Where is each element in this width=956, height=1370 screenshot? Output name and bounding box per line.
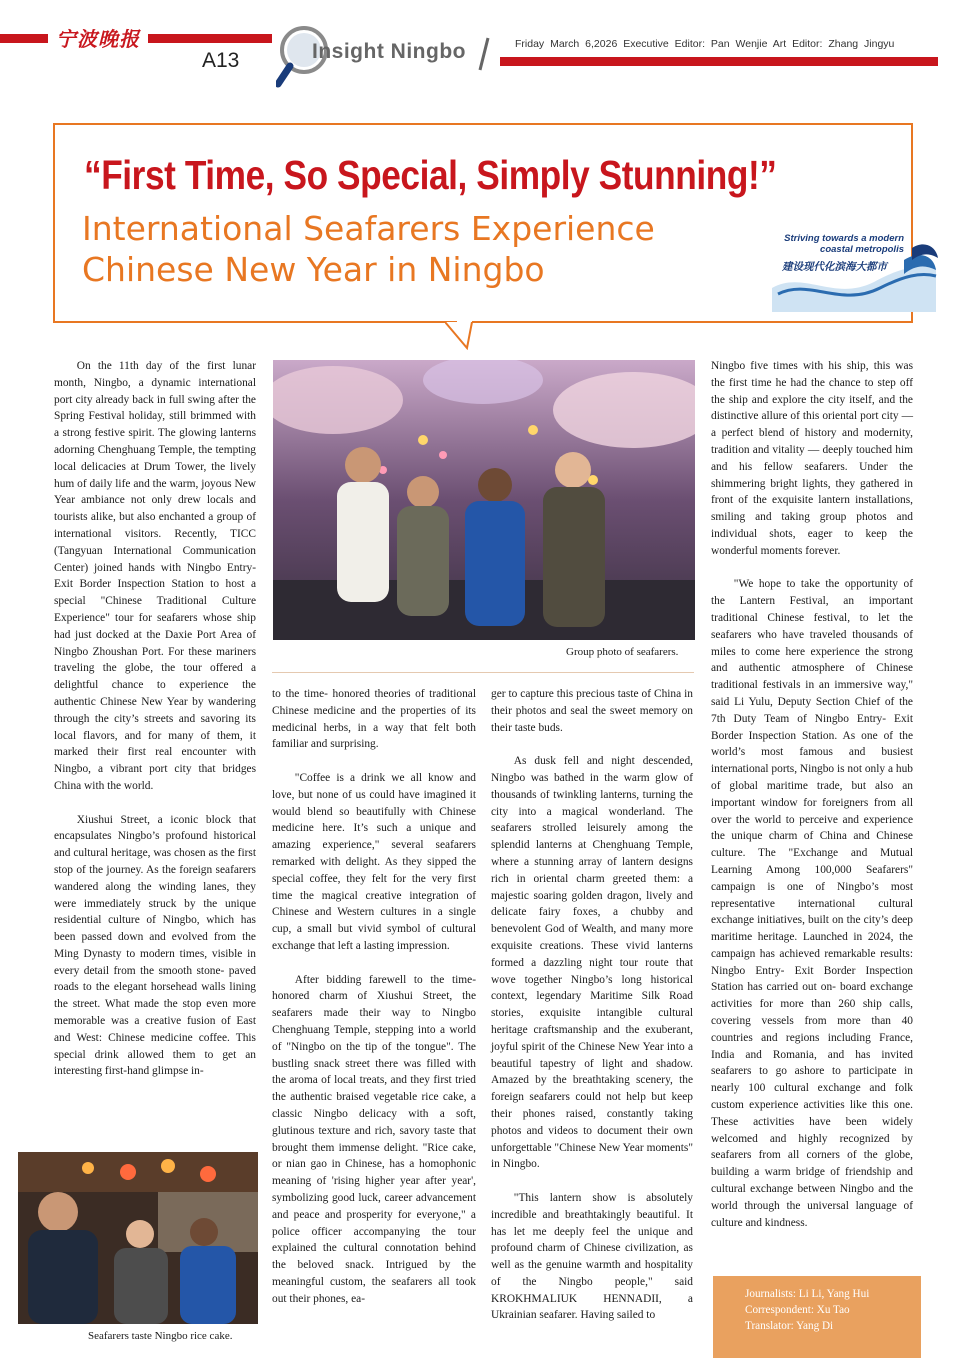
paragraph: to the time- honored theories of traditional Chinese medicine and the properties of its medicinal herbs, in a way that felt both familiar and surprising. — [272, 688, 476, 751]
rice-cake-photo — [18, 1152, 258, 1324]
frame-border — [53, 321, 457, 323]
page-number: A13 — [202, 49, 240, 72]
group-photo — [273, 360, 695, 640]
paragraph: "Coffee is a drink we all know and love, but none of us could have imagined it would blend so beautifully with Chinese medicine here. It’s such a unique and amazing experience," several seafarers remarked with delight. As they sipped the special coffee, they felt for the very first time the magical creative integration of Chinese and Western cultures in a single cup, a small but vivid symbol of cultural exchange that left a lasting impression. — [272, 771, 476, 952]
credits-box — [713, 1276, 921, 1358]
paragraph: After bidding farewell to the time- honored charm of Xiushui Street, the seafarers made their way to Ningbo Chenghuang Temple, stepping into a world of "Ningbo on the tip of the tongue". The bustling snack street there was filled with the aroma of local treats, and they first tried the authentic braised vegetable rice cake, a classic Ningbo delicacy with a soft, glutinous texture and rich, savory taste that brought them immense delight. "Rice cake, or nian gao in Chinese, has a homophonic meaning of 'rising higher year after year', symbolizing good luck, career advancement and peace and prosperity for everyone," a police officer accompanying the tour explained the cultural connotation behind the beloved snack. Intrigued by the meaningful custom, the seafarers all took out their phones, ea- — [272, 973, 476, 1305]
masthead-logo: 宁波晚报 — [48, 27, 148, 51]
paragraph: "This lantern show is absolutely incredible and breathtakingly beautiful. It has let me deeply feel the unique and profound charm of Chinese civilization, as well as the genuine warmth and hospitality of the Ningbo people," said KROKHMALIUK HENNADII, a Ukrainian seafarer. Having sailed to — [491, 1191, 693, 1322]
subheadline: International Seafarers Experience Chinese New Year in Ningbo — [82, 209, 655, 289]
paragraph: ger to capture this precious taste of China in their photos and seal the sweet memory on their taste buds. — [491, 688, 693, 734]
translator-credit: Translator: Yang Di — [745, 1320, 834, 1332]
correspondent-credit: Correspondent: Xu Tao — [745, 1304, 850, 1316]
article-column-2 — [272, 686, 476, 1307]
section-title: Insight Ningbo — [312, 40, 466, 63]
article-column-1 — [54, 358, 256, 1080]
headline: “First Time, So Special, Simply Stunning!” — [84, 152, 777, 198]
paragraph: "We hope to take the opportunity of the Lantern Festival, an important traditional Chinese festival, to let the seafarers who have traveled thousands of miles to come here experience the strong and authentic atmosphere of Chinese traditional festivals in an immersive way," said Li Yulu, Deputy Section Chief of the 7th Duty Team of Ningbo Entry- Exit Border Inspection Station. As one of the world’s most famous and busiest international ports, Ningbo is not only a hub of global maritime trade, but also an important window for foreigners from all over the world to perceive and experience the unique charm of China and Chinese culture. The "Exchange and Mutual Learning Among 100,000 Seafarers" campaign is one of Ningbo’s most representative international cultural exchange initiatives, built on the city’s deep maritime heritage. Launched in 2024, the campaign has achieved remarkable results: Ningbo Entry- Exit Border Inspection Station has carried out on- board exchange activities for more than 260 ship calls, covering vessels from more than 40 countries and regions including France, India and Romania, and has invited seafarers to go ashore to participate in nearly 100 cultural exchange and folk custom experience activities like this one. These activities have been widely welcomed and highly recognized by seafarers from all corners of the globe, building a warm bridge of friendship and cultural exchange between Ningbo and the world through the universal language of culture and kindness. — [711, 578, 913, 1229]
paragraph: Xiushui Street, a iconic block that encapsulates Ningbo’s profound historical and cultural heritage, was chosen as the first stop of the journey. As the foreign seafarers wandered along the winding lanes, they were immediately struck by the unique residential culture of Ningbo, which has been passed down and evolved from the Ming Dynasty to modern times, visible in every detail from the smooth stone- paved roads to the elegant horsehead walls lining the street. What made the stop even more memorable was a creative fusion of East and West: Chinese medicine coffee. This special drink allowed them to get an interesting first-hand glimpse in- — [54, 813, 256, 1078]
photo-caption: Seafarers taste Ningbo rice cake. — [88, 1330, 233, 1342]
journalists-credit: Journalists: Li Li, Yang Hui — [745, 1288, 870, 1300]
article-column-4 — [711, 358, 913, 1231]
column-divider — [272, 672, 694, 673]
frame-border — [472, 321, 913, 323]
article-column-3 — [491, 686, 693, 1324]
issue-info: Friday March 6,2026 Executive Editor: Pan Wenjie Art Editor: Zhang Jingyu — [515, 38, 895, 50]
badge-slogan-en: Striving towards a modern coastal metropolis — [784, 233, 904, 255]
paragraph: On the 11th day of the first lunar month, Ningbo, a dynamic international port city already back in full swing after the Spring Festival holiday, still brimmed with a strong festive spirit. The glowing lanterns adorning Chenghuang Temple, the tempting local delicacies at Drum Tower, the lively hum of daily life and the warm, joyous New Year ambiance not only drew locals and tourists alike, but also enchanted a group of international visitors. Recently, TICC (Tangyuan International Communication Center) joined hands with Ningbo Entry- Exit Border Inspection Station to host a special "Chinese Traditional Culture Experience" tour for seafarers whose ship had just docked at the Daxie Port Area of Ningbo Zhoushan Port. For these mariners traveling the globe, the tour offered a delightful chance to experience the authentic Chinese New Year by wandering through the city’s streets and savoring its local flavors, and for many of them, it marked their first real encounter with Ningbo, a vibrant port city that bridges China with the world. — [54, 360, 256, 792]
paragraph: Ningbo five times with his ship, this was the first time he had the chance to step off the ship and explore the city itself, and the distinctive allure of this oriental port city — a perfect blend of history and modernity, tradition and vitality — deeply touched him and his fellow seafarers. Under the shimmering bright lights, they gathered in front of the exquisite lantern installations, smiling and taking group photos and individual shots, eager to keep the wonderful moments forever. — [711, 360, 913, 557]
speech-tail-icon — [445, 322, 473, 350]
photo-caption: Group photo of seafarers. — [566, 646, 679, 658]
badge-slogan-cn: 建设现代化滨海大都市 — [782, 261, 887, 273]
paragraph: As dusk fell and night descended, Ningbo was bathed in the warm glow of thousands of twinkling lanterns, turning the city into a magical wonderland. The seafarers strolled leisurely among the splendid lanterns at Chenghuang Temple, where a stunning array of lantern designs rich in oriental charm greeted them: a majestic soaring golden dragon, lively and delicate fairy foxes, a chubby and benevolent God of Wealth, and many more exquisite creations. These vivid lanterns formed a dazzling night tour route that wove together Ningbo’s long historical context, legendary Maritime Silk Road stories, exquisite intangible cultural heritage craftsmanship and the exuberant, joyful spirit of the Chinese New Year into a beautiful tapestry of light and shadow. Amazed by the breathtaking scenery, the foreign seafarers could not help but keep their phones raised, constantly taking photos and videos to document their own unforgettable "Chinese New Year moments" in Ningbo. — [491, 755, 693, 1171]
header-bar — [500, 57, 938, 66]
